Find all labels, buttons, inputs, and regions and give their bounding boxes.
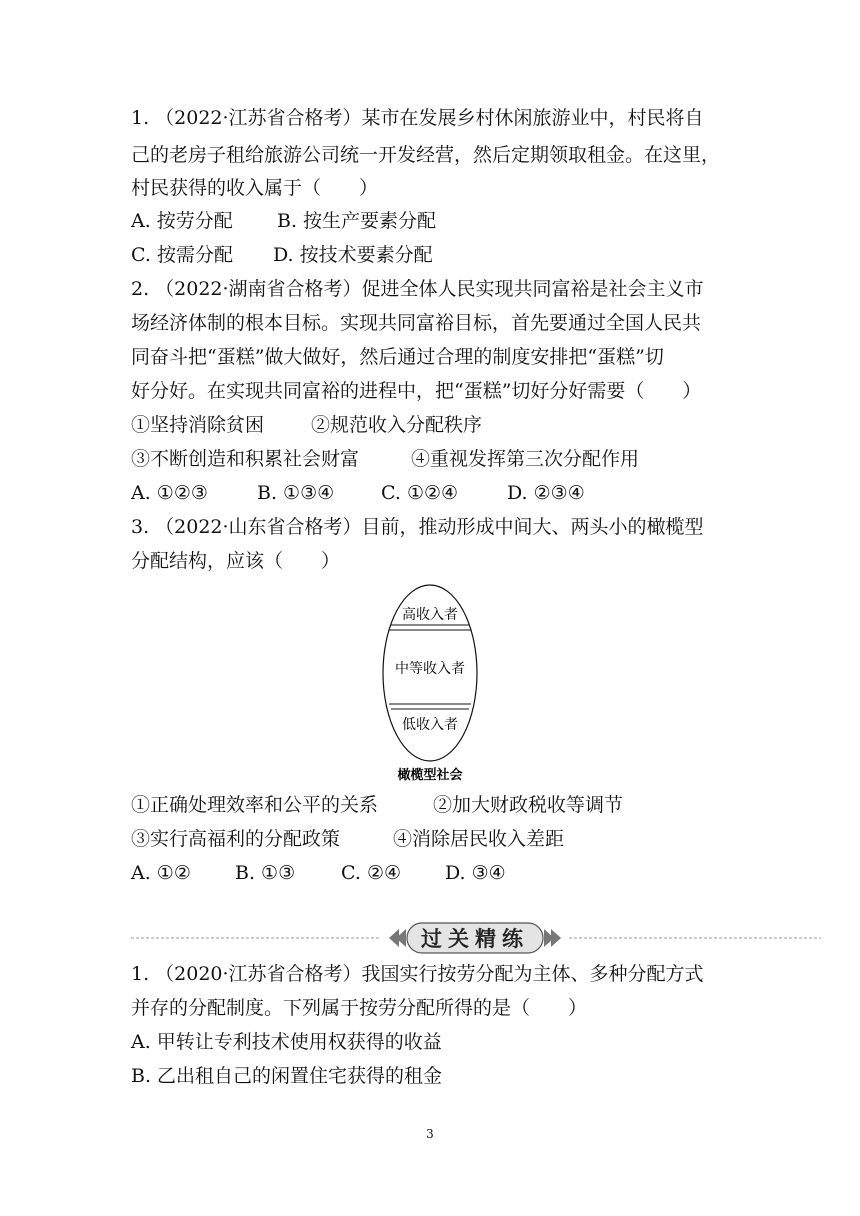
q3-options-row bbox=[131, 860, 506, 886]
q1-stem-line-1: 1. （2022·江苏省合格考）某市在发展乡村休闲旅游业中，村民将自 bbox=[131, 107, 704, 129]
practice-q1-stem-line-1: 1. （2020·江苏省合格考）我国实行按劳分配为主体、多种分配方式 bbox=[131, 963, 704, 985]
q3-option-d: D. ③④ bbox=[445, 862, 506, 884]
q1-options-row-2 bbox=[131, 242, 433, 268]
q3-statement-3: ③实行高福利的分配政策 bbox=[131, 828, 341, 850]
q2-option-d: D. ②③④ bbox=[507, 482, 585, 504]
page-number: 3 bbox=[426, 1127, 434, 1141]
q3-statement-2: ②加大财政税收等调节 bbox=[433, 794, 624, 816]
q3-statements-row-2 bbox=[131, 826, 564, 852]
q2-option-c: C. ①②④ bbox=[381, 482, 459, 504]
q2-stem-line-1: 2. （2022·湖南省合格考）促进全体人民实现共同富裕是社会主义市 bbox=[131, 278, 704, 300]
q1-stem-line-3: 村民获得的收入属于（ ） bbox=[131, 177, 379, 199]
q2-statement-4: ④重视发挥第三次分配作用 bbox=[411, 448, 640, 470]
low-income-label: 低收入者 bbox=[402, 717, 458, 733]
q2-stem-line-3: 同奋斗把“蛋糕”做大做好，然后通过合理的制度安排把“蛋糕”切 bbox=[131, 346, 664, 368]
q3-option-c: C. ②④ bbox=[341, 862, 402, 884]
section-divider bbox=[131, 918, 821, 958]
q3-stem-line-2: 分配结构，应该（ ） bbox=[131, 550, 341, 572]
q1-option-b: B. 按生产要素分配 bbox=[277, 210, 437, 232]
q2-statements-row-1 bbox=[131, 412, 482, 438]
section-title: 过关精练 bbox=[421, 927, 529, 951]
q1-option-a: A. 按劳分配 bbox=[131, 210, 233, 232]
q2-option-a: A. ①②③ bbox=[131, 482, 208, 504]
q3-statement-1: ①正确处理效率和公平的关系 bbox=[131, 794, 379, 816]
q1-stem-line-2: 己的老房子租给旅游公司统一开发经营，然后定期领取租金。在这里， bbox=[131, 144, 721, 166]
high-income-label: 高收入者 bbox=[402, 607, 458, 623]
q2-statement-3: ③不断创造和积累社会财富 bbox=[131, 448, 360, 470]
practice-q1-option-b: B. 乙出租自己的闲置住宅获得的租金 bbox=[131, 1065, 443, 1087]
q1-option-c: C. 按需分配 bbox=[131, 244, 233, 266]
q3-stem-line-1: 3. （2022·山东省合格考）目前，推动形成中间大、两头小的橄榄型 bbox=[131, 516, 704, 538]
q2-stem-line-2: 场经济体制的根本目标。实现共同富裕目标，首先要通过全国人民共 bbox=[131, 312, 702, 334]
q2-option-b: B. ①③④ bbox=[257, 482, 335, 504]
olive-society-diagram bbox=[370, 583, 490, 788]
q2-statement-1: ①坚持消除贫困 bbox=[131, 414, 265, 436]
q3-statements-row-1 bbox=[131, 792, 623, 818]
q1-option-d: D. 按技术要素分配 bbox=[273, 244, 433, 266]
q1-options-row-1 bbox=[131, 208, 436, 234]
practice-q1-option-a: A. 甲转让专利技术使用权获得的收益 bbox=[131, 1031, 442, 1053]
q3-statement-4: ④消除居民收入差距 bbox=[393, 828, 565, 850]
middle-income-label: 中等收入者 bbox=[395, 661, 465, 677]
q3-option-b: B. ①③ bbox=[235, 862, 296, 884]
double-chevron-right-icon bbox=[544, 929, 561, 947]
q2-statement-2: ②规范收入分配秩序 bbox=[311, 414, 483, 436]
q2-stem-line-4: 好分好。在实现共同富裕的进程中，把“蛋糕”切好分好需要（ ） bbox=[131, 380, 702, 402]
double-chevron-left-icon bbox=[389, 929, 406, 947]
diagram-caption: 橄榄型社会 bbox=[397, 768, 463, 783]
q3-option-a: A. ①② bbox=[131, 862, 191, 884]
q2-options-row bbox=[131, 480, 585, 506]
q2-statements-row-2 bbox=[131, 446, 639, 472]
practice-q1-stem-line-2: 并存的分配制度。下列属于按劳分配所得的是（ ） bbox=[131, 997, 588, 1019]
